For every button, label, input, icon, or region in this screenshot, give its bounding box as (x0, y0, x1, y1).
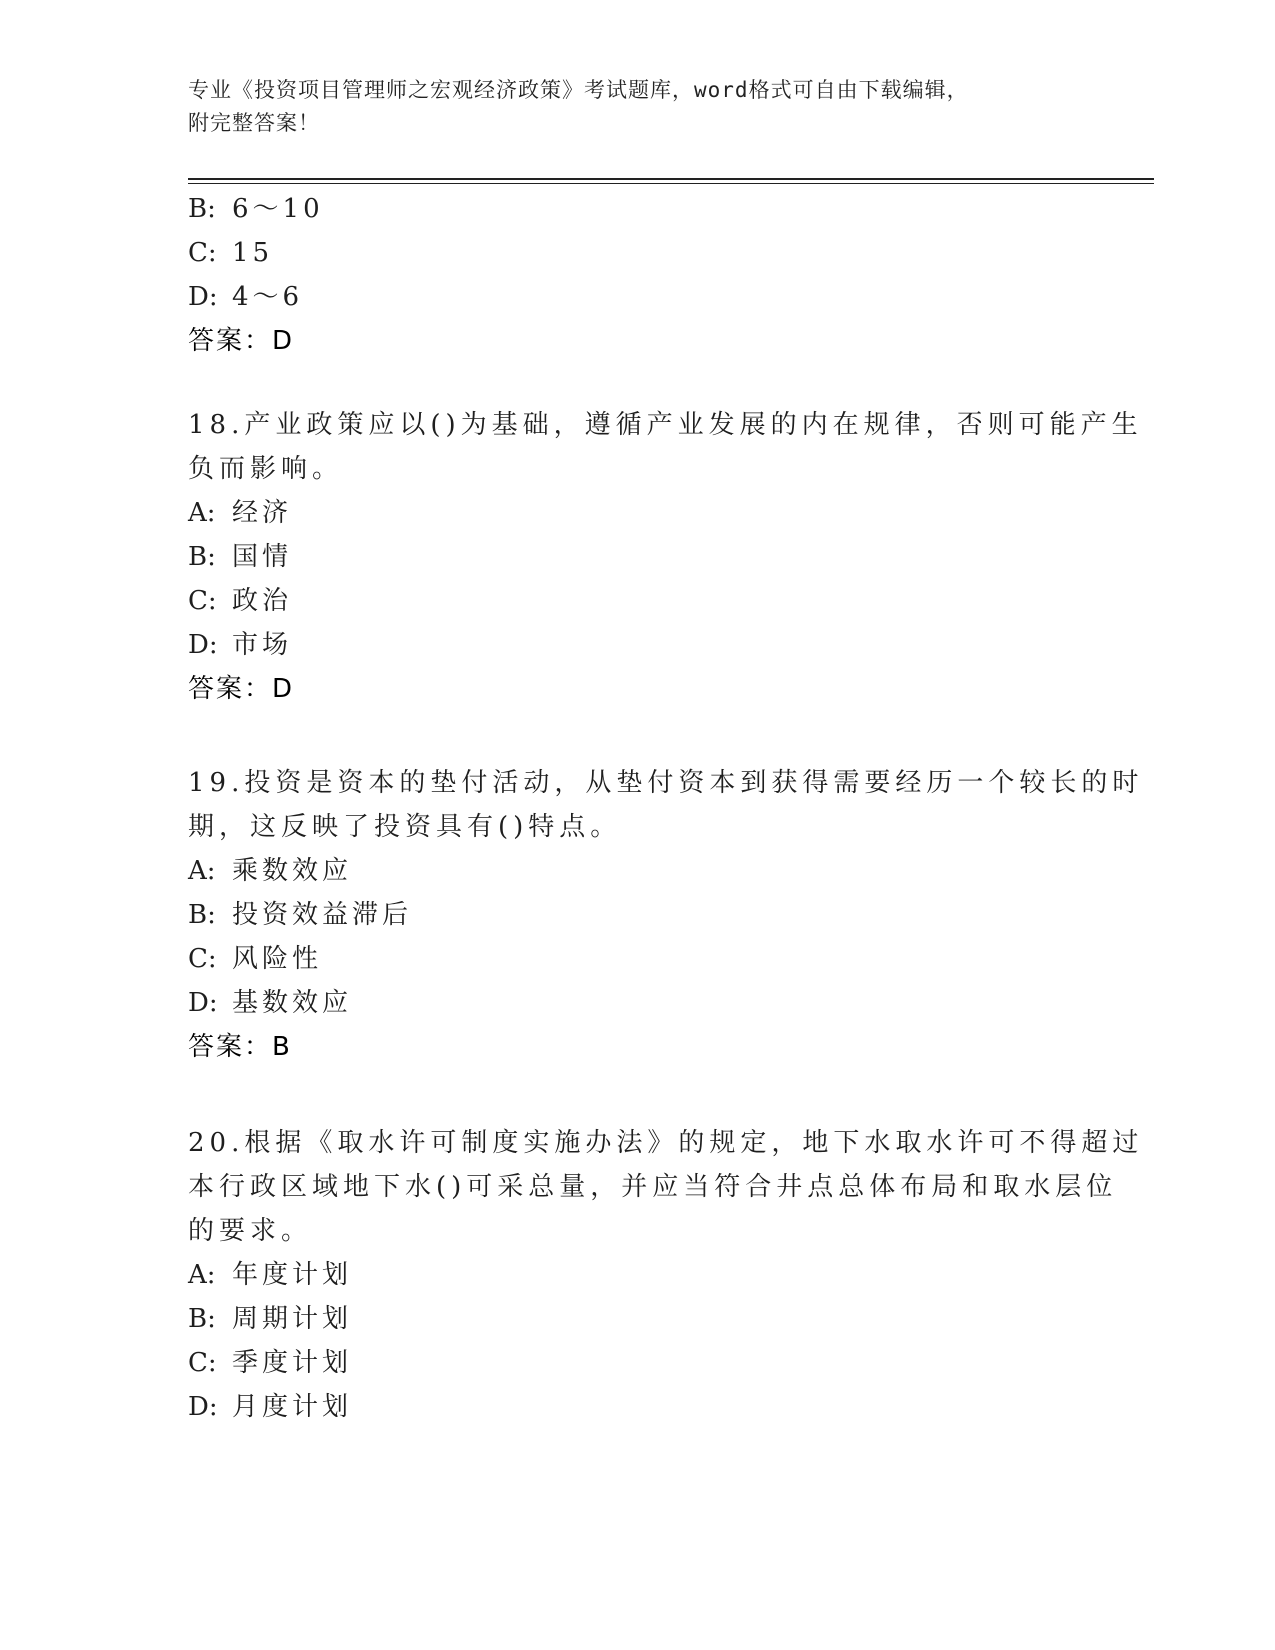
option-row (188, 936, 322, 982)
option-row (188, 230, 273, 276)
option-text: 市场 (232, 630, 293, 660)
header-rule-thin (188, 183, 1154, 184)
question-stem-line: 期，这反映了投资具有()特点。 (188, 812, 622, 842)
question-stem-line: 19.投资是资本的垫付活动，从垫付资本到获得需要经历一个较长的时 (188, 768, 1144, 798)
option-text: 投资效益滞后 (232, 900, 413, 930)
option-row (188, 980, 352, 1026)
question-stem-line: 20.根据《取水许可制度实施办法》的规定，地下水取水许可不得超过 (188, 1128, 1144, 1158)
option-letter: D: (188, 630, 218, 660)
option-text: 风险性 (232, 944, 323, 974)
document-header (188, 74, 1088, 140)
option-text: 基数效应 (232, 988, 353, 1018)
answer-line: 答案：B (188, 1032, 292, 1062)
option-text: 周期计划 (232, 1304, 353, 1334)
option-letter: C: (188, 1348, 217, 1378)
option-text: 政治 (232, 586, 293, 616)
option-letter: B: (188, 1304, 216, 1334)
option-row (188, 490, 292, 536)
option-text: 月度计划 (232, 1392, 353, 1422)
option-letter: B: (188, 542, 216, 572)
option-row (188, 1252, 352, 1298)
option-letter: C: (188, 944, 217, 974)
option-letter: A: (188, 1260, 216, 1290)
option-letter: B: (188, 900, 216, 930)
header-rule-thick (188, 178, 1154, 180)
option-row (188, 1340, 352, 1386)
option-letter: C: (188, 586, 217, 616)
option-text: 乘数效应 (232, 856, 353, 886)
question-stem-line: 本行政区域地下水()可采总量，并应当符合井点总体布局和取水层位 (188, 1172, 1118, 1202)
option-letter: A: (188, 856, 216, 886)
option-row (188, 892, 412, 938)
option-row (188, 622, 292, 668)
option-row (188, 1384, 352, 1430)
option-letter: A: (188, 498, 216, 528)
option-row (188, 186, 324, 232)
option-row (188, 1296, 352, 1342)
option-letter: D: (188, 988, 218, 1018)
option-letter: B: (188, 194, 216, 224)
option-row (188, 578, 292, 624)
header-line-1: 专业《投资项目管理师之宏观经济政策》考试题库，word格式可自由下载编辑， (188, 78, 969, 102)
question-stem-line: 18.产业政策应以()为基础，遵循产业发展的内在规律，否则可能产生 (188, 410, 1143, 440)
answer-line: 答案：D (188, 326, 295, 356)
option-row (188, 534, 292, 580)
option-text: 15 (232, 238, 274, 268)
question-stem-line: 的要求。 (188, 1216, 313, 1246)
option-letter: D: (188, 282, 218, 312)
option-text: 年度计划 (232, 1260, 353, 1290)
option-text: 国情 (232, 542, 293, 572)
option-letter: C: (188, 238, 217, 268)
option-text: 6～10 (232, 194, 324, 224)
option-text: 4～6 (232, 282, 304, 312)
question-stem-line: 负而影响。 (188, 454, 344, 484)
answer-line: 答案：D (188, 674, 295, 704)
option-text: 经济 (232, 498, 293, 528)
option-text: 季度计划 (232, 1348, 353, 1378)
option-row (188, 848, 352, 894)
option-letter: D: (188, 1392, 218, 1422)
header-line-2: 附完整答案！ (188, 111, 320, 135)
option-row (188, 274, 303, 320)
